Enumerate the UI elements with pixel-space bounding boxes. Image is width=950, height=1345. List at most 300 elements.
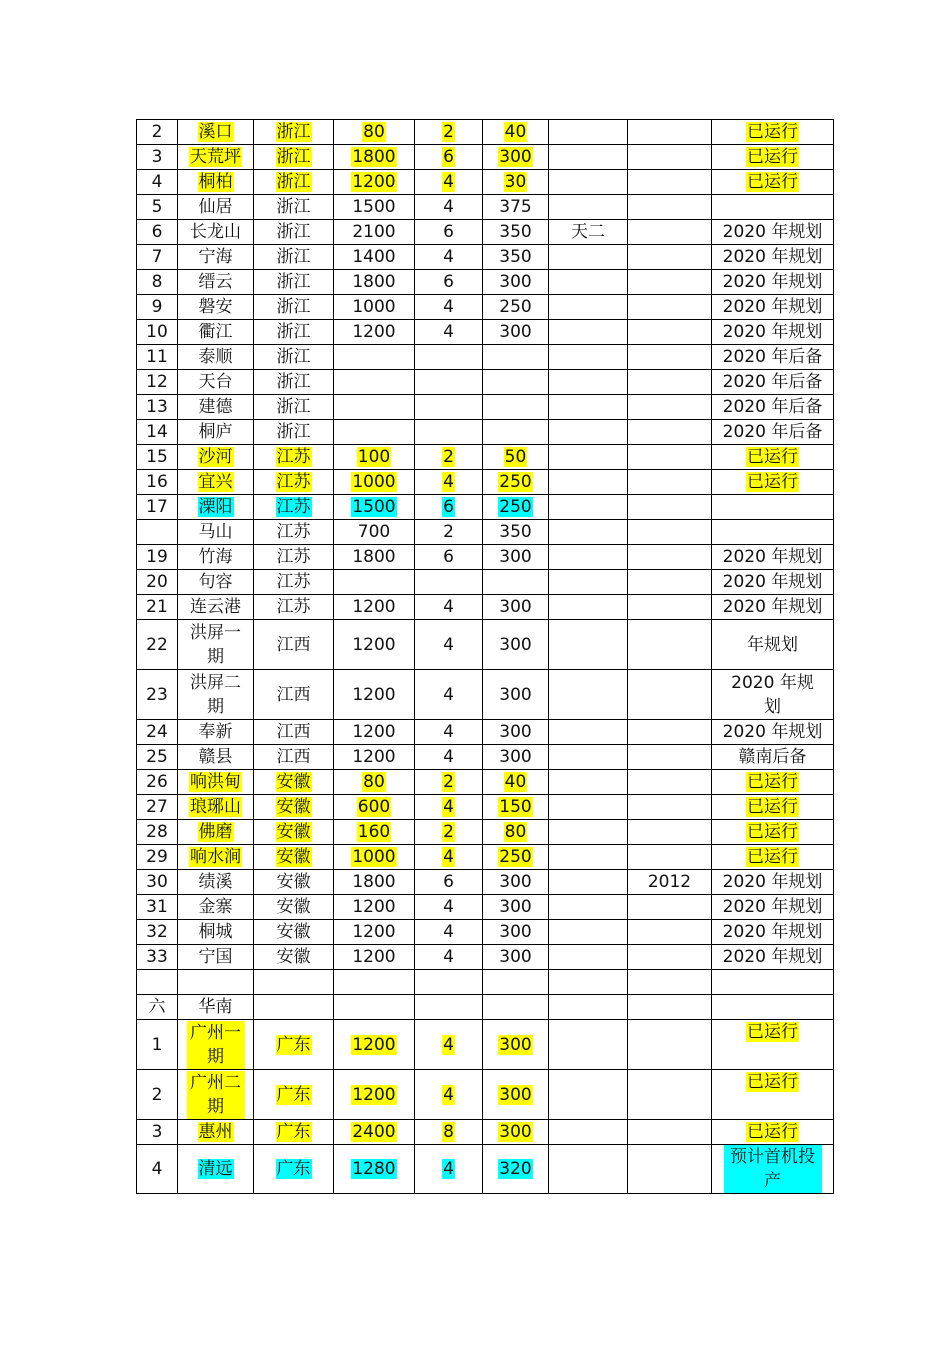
province-cell [254, 970, 334, 995]
status-cell [712, 520, 834, 545]
table-row [137, 770, 834, 795]
table-row [137, 670, 834, 720]
note-cell [549, 245, 628, 270]
capacity-cell [334, 395, 415, 420]
year-cell [628, 795, 712, 820]
station-name-cell [178, 370, 254, 395]
table-row [137, 795, 834, 820]
capacity-cell [334, 795, 415, 820]
station-name-cell [178, 970, 254, 995]
note-cell [549, 995, 628, 1020]
capacity-cell [334, 845, 415, 870]
station-name-cell [178, 445, 254, 470]
year-cell [628, 570, 712, 595]
station-name: 洪屏二期 [190, 672, 241, 717]
unit-capacity-cell [483, 545, 549, 570]
row-number-cell [137, 120, 178, 145]
units: 6 [443, 147, 454, 167]
station-name-cell [178, 245, 254, 270]
table-row [137, 270, 834, 295]
status: 2020 年规划 [722, 222, 823, 242]
row-number: 23 [146, 684, 168, 705]
station-name: 清远 [198, 1159, 233, 1179]
row-number-cell [137, 870, 178, 895]
station-name: 竹海 [198, 547, 233, 567]
station-name-cell [178, 570, 254, 595]
status-cell [712, 1145, 834, 1194]
table-row [137, 920, 834, 945]
station-name: 奉新 [198, 722, 233, 742]
station-name-cell [178, 170, 254, 195]
unit-capacity-cell [483, 895, 549, 920]
units-cell [415, 770, 483, 795]
capacity: 1200 [352, 747, 396, 767]
units-cell [415, 245, 483, 270]
row-number-cell [137, 370, 178, 395]
station-name-cell [178, 320, 254, 345]
row-number: 11 [146, 347, 168, 367]
row-number-cell [137, 245, 178, 270]
units-cell [415, 120, 483, 145]
province-cell [254, 145, 334, 170]
row-number: 31 [146, 897, 168, 917]
station-name: 宁海 [198, 247, 233, 267]
table-row [137, 245, 834, 270]
province-cell [254, 720, 334, 745]
status-cell [712, 720, 834, 745]
unit-capacity-cell [483, 195, 549, 220]
unit-capacity-cell [483, 295, 549, 320]
status: 已运行 [747, 122, 798, 142]
unit-capacity-cell [483, 720, 549, 745]
province-cell [254, 395, 334, 420]
row-number: 29 [146, 847, 168, 867]
table-row [137, 995, 834, 1020]
year-cell [628, 545, 712, 570]
status: 2020 年规划 [722, 897, 823, 917]
province: 安徽 [276, 922, 311, 942]
province-cell [254, 120, 334, 145]
table-row [137, 120, 834, 145]
status-cell [712, 995, 834, 1020]
province-cell [254, 370, 334, 395]
note-cell [549, 370, 628, 395]
status: 2020 年后备 [722, 372, 823, 392]
unit-capacity-cell [483, 370, 549, 395]
province-cell [254, 420, 334, 445]
station-name: 宜兴 [198, 472, 233, 492]
station-name: 绩溪 [198, 872, 233, 892]
units: 2 [443, 122, 454, 142]
row-number-cell [137, 495, 178, 520]
station-name: 句容 [198, 572, 233, 592]
province-cell [254, 845, 334, 870]
status-cell [712, 370, 834, 395]
table-row [137, 295, 834, 320]
province-cell [254, 1145, 334, 1194]
year-cell [628, 270, 712, 295]
capacity: 2100 [352, 222, 396, 242]
units-cell [415, 495, 483, 520]
row-number: 32 [146, 922, 168, 942]
table-row [137, 545, 834, 570]
capacity: 700 [357, 522, 391, 542]
province-cell [254, 795, 334, 820]
table-row [137, 145, 834, 170]
station-name-cell [178, 620, 254, 670]
units: 4 [443, 197, 454, 217]
units: 4 [443, 297, 454, 317]
province: 广东 [276, 1122, 311, 1142]
table-row [137, 370, 834, 395]
units-cell [415, 370, 483, 395]
units: 4 [443, 747, 454, 767]
units-cell [415, 720, 483, 745]
province-cell [254, 195, 334, 220]
station-name-cell [178, 295, 254, 320]
station-name-cell [178, 995, 254, 1020]
table-row [137, 495, 834, 520]
unit-capacity: 300 [499, 747, 532, 767]
units-cell [415, 745, 483, 770]
province-cell [254, 320, 334, 345]
station-name: 溧阳 [198, 497, 233, 517]
note-cell [549, 270, 628, 295]
row-number: 9 [151, 297, 163, 317]
unit-capacity: 350 [499, 247, 532, 267]
capacity-cell [334, 1070, 415, 1120]
unit-capacity: 50 [504, 447, 527, 467]
row-number-cell [137, 720, 178, 745]
year-cell [628, 595, 712, 620]
units-cell [415, 420, 483, 445]
capacity: 1000 [352, 472, 396, 492]
unit-capacity-cell [483, 795, 549, 820]
station-name: 马山 [198, 522, 233, 542]
capacity-cell [334, 170, 415, 195]
capacity: 80 [363, 122, 385, 142]
province: 安徽 [276, 897, 311, 917]
row-number: 7 [151, 247, 163, 267]
station-name-cell [178, 520, 254, 545]
status: 2020 年规划 [722, 947, 823, 967]
note-cell [549, 670, 628, 720]
province-cell [254, 920, 334, 945]
unit-capacity: 250 [499, 497, 532, 517]
table-row [137, 620, 834, 670]
note-cell [549, 945, 628, 970]
year-cell [628, 995, 712, 1020]
station-name-cell [178, 120, 254, 145]
row-number-cell [137, 795, 178, 820]
capacity-cell [334, 895, 415, 920]
year-cell [628, 470, 712, 495]
station-name: 响洪甸 [190, 772, 241, 792]
units-cell [415, 795, 483, 820]
unit-capacity: 30 [504, 172, 527, 192]
row-number: 六 [148, 997, 166, 1017]
row-number: 30 [146, 872, 168, 892]
units: 2 [443, 522, 454, 542]
province: 江苏 [276, 447, 311, 467]
units-cell [415, 145, 483, 170]
year-cell [628, 1070, 712, 1120]
station-name-cell [178, 720, 254, 745]
unit-capacity: 250 [499, 472, 532, 492]
unit-capacity-cell [483, 495, 549, 520]
note-cell [549, 320, 628, 345]
status: 2020 年后备 [722, 347, 823, 367]
note-cell [549, 620, 628, 670]
row-number: 3 [151, 1122, 163, 1142]
table-row [137, 745, 834, 770]
province: 浙江 [276, 297, 311, 317]
row-number-cell [137, 520, 178, 545]
note-cell [549, 895, 628, 920]
units-cell [415, 320, 483, 345]
unit-capacity-cell [483, 145, 549, 170]
table-row [137, 895, 834, 920]
year-cell [628, 520, 712, 545]
capacity: 1200 [352, 597, 396, 617]
row-number: 27 [146, 797, 168, 817]
capacity-cell [334, 195, 415, 220]
units-cell [415, 1020, 483, 1070]
province: 江西 [276, 722, 311, 742]
status: 已运行 [747, 847, 798, 867]
table-row [137, 520, 834, 545]
row-number: 14 [146, 422, 168, 442]
station-name-cell [178, 845, 254, 870]
capacity: 2400 [352, 1122, 396, 1142]
year-cell [628, 170, 712, 195]
station-name-cell [178, 670, 254, 720]
capacity: 1000 [352, 847, 396, 867]
station-name-cell [178, 495, 254, 520]
unit-capacity-cell [483, 1120, 549, 1145]
note-cell [549, 1070, 628, 1120]
unit-capacity: 300 [499, 597, 532, 617]
capacity: 1500 [352, 197, 396, 217]
table-row [137, 820, 834, 845]
row-number: 10 [146, 322, 168, 342]
row-number: 4 [151, 172, 163, 192]
station-name: 赣县 [198, 747, 233, 767]
row-number-cell [137, 445, 178, 470]
capacity-cell [334, 995, 415, 1020]
province-cell [254, 945, 334, 970]
unit-capacity: 250 [499, 297, 532, 317]
unit-capacity-cell [483, 170, 549, 195]
status: 已运行 [747, 1022, 798, 1042]
unit-capacity-cell [483, 320, 549, 345]
station-table [136, 119, 834, 1194]
station-name: 广州一期 [187, 1021, 245, 1069]
units-cell [415, 470, 483, 495]
capacity: 1200 [352, 634, 396, 655]
table-row [137, 570, 834, 595]
capacity-cell [334, 220, 415, 245]
year-cell [628, 495, 712, 520]
unit-capacity-cell [483, 445, 549, 470]
province-cell [254, 1070, 334, 1120]
province: 安徽 [276, 947, 311, 967]
note-cell [549, 920, 628, 945]
units: 4 [443, 684, 454, 705]
province-cell [254, 270, 334, 295]
units: 8 [443, 1122, 454, 1142]
status-cell [712, 445, 834, 470]
unit-capacity-cell [483, 270, 549, 295]
units-cell [415, 170, 483, 195]
units-cell [415, 220, 483, 245]
note-cell [549, 445, 628, 470]
units: 4 [443, 1034, 454, 1055]
unit-capacity: 80 [504, 822, 527, 842]
capacity-cell [334, 595, 415, 620]
unit-capacity-cell [483, 820, 549, 845]
note-cell [549, 395, 628, 420]
row-number: 25 [146, 747, 168, 767]
row-number-cell [137, 845, 178, 870]
table-row [137, 420, 834, 445]
year: 2012 [647, 872, 692, 892]
units-cell [415, 1070, 483, 1120]
unit-capacity-cell [483, 1020, 549, 1070]
status: 已运行 [747, 1072, 798, 1092]
unit-capacity: 300 [499, 897, 532, 917]
year-cell [628, 720, 712, 745]
note-cell [549, 120, 628, 145]
unit-capacity-cell [483, 395, 549, 420]
table-row [137, 195, 834, 220]
province-cell [254, 670, 334, 720]
province: 浙江 [276, 322, 311, 342]
capacity: 1200 [352, 922, 396, 942]
capacity-cell [334, 970, 415, 995]
units-cell [415, 395, 483, 420]
units: 6 [443, 872, 454, 892]
units: 2 [443, 447, 454, 467]
capacity-cell [334, 670, 415, 720]
note-cell [549, 295, 628, 320]
row-number-cell [137, 270, 178, 295]
note-cell [549, 220, 628, 245]
unit-capacity: 320 [499, 1159, 532, 1179]
province: 江西 [276, 684, 311, 705]
note-cell [549, 145, 628, 170]
capacity-cell [334, 745, 415, 770]
row-number-cell [137, 620, 178, 670]
province: 浙江 [276, 222, 311, 242]
year-cell [628, 845, 712, 870]
year-cell [628, 1145, 712, 1194]
province: 江苏 [276, 547, 311, 567]
units: 6 [443, 222, 454, 242]
row-number-cell [137, 570, 178, 595]
year-cell [628, 145, 712, 170]
table-row [137, 320, 834, 345]
status-cell [712, 870, 834, 895]
station-name-cell [178, 1120, 254, 1145]
capacity: 1800 [352, 872, 396, 892]
year-cell [628, 370, 712, 395]
year-cell [628, 920, 712, 945]
units: 4 [443, 922, 454, 942]
unit-capacity: 40 [504, 772, 527, 792]
province: 浙江 [276, 247, 311, 267]
status: 年规划 [747, 634, 798, 655]
row-number: 22 [146, 634, 168, 655]
units: 4 [443, 947, 454, 967]
table-row [137, 395, 834, 420]
station-name: 沙河 [198, 447, 233, 467]
station-name: 广州二期 [187, 1071, 245, 1119]
province: 浙江 [276, 372, 311, 392]
units-cell [415, 195, 483, 220]
row-number-cell [137, 145, 178, 170]
unit-capacity-cell [483, 670, 549, 720]
row-number: 13 [146, 397, 168, 417]
note-cell [549, 970, 628, 995]
units: 4 [443, 634, 454, 655]
note-cell [549, 845, 628, 870]
table-row [137, 470, 834, 495]
station-name: 金寨 [198, 897, 233, 917]
year-cell [628, 820, 712, 845]
province-cell [254, 595, 334, 620]
status-cell [712, 1070, 834, 1120]
province: 安徽 [276, 822, 311, 842]
units-cell [415, 1145, 483, 1194]
note-cell [549, 795, 628, 820]
station-name: 宁国 [198, 947, 233, 967]
province: 广东 [276, 1034, 311, 1055]
note-cell [549, 545, 628, 570]
station-name-cell [178, 745, 254, 770]
capacity-cell [334, 120, 415, 145]
year-cell [628, 245, 712, 270]
row-number-cell [137, 820, 178, 845]
table-row [137, 1070, 834, 1120]
table-row [137, 970, 834, 995]
province: 浙江 [276, 147, 311, 167]
station-name-cell [178, 220, 254, 245]
province-cell [254, 295, 334, 320]
capacity: 1280 [352, 1159, 396, 1179]
capacity-cell [334, 1020, 415, 1070]
table-row [137, 1020, 834, 1070]
province: 江苏 [276, 572, 311, 592]
units-cell [415, 945, 483, 970]
year-cell [628, 195, 712, 220]
row-number: 6 [151, 222, 163, 242]
unit-capacity: 300 [499, 1034, 532, 1055]
station-name: 桐柏 [198, 172, 233, 192]
units: 4 [443, 172, 454, 192]
row-number-cell [137, 595, 178, 620]
unit-capacity-cell [483, 345, 549, 370]
note-cell [549, 1145, 628, 1194]
unit-capacity-cell [483, 920, 549, 945]
note-cell [549, 195, 628, 220]
capacity: 1000 [352, 297, 396, 317]
station-name: 天台 [198, 372, 233, 392]
capacity-cell [334, 295, 415, 320]
row-number-cell [137, 1145, 178, 1194]
units-cell [415, 445, 483, 470]
units-cell [415, 845, 483, 870]
